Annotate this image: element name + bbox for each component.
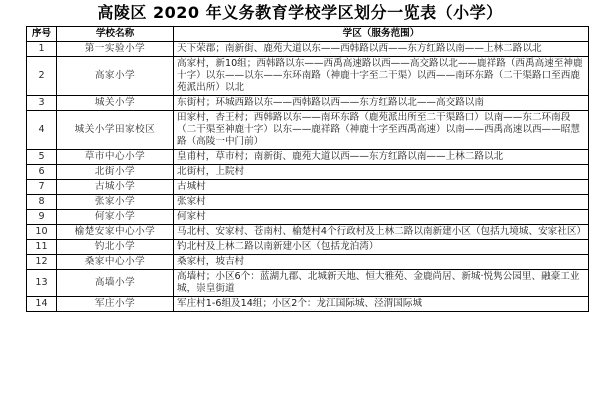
service-area: 古城村 — [174, 180, 589, 195]
school-name: 高墙小学 — [57, 270, 174, 297]
school-name: 草市中心小学 — [57, 150, 174, 165]
document-title: 高陵区 2020 年义务教育学校学区划分一览表（小学） — [97, 3, 503, 22]
service-area: 高墙村；小区6个：蓝湖九郡、北城新天地、恒大雅苑、金鹿尚居、新城·悦隽公园里、融豪工业城，崇皇街道 — [174, 270, 589, 297]
table-row — [27, 255, 589, 270]
table-row — [27, 96, 589, 111]
row-number: 8 — [27, 195, 57, 210]
school-name: 古城小学 — [57, 180, 174, 195]
table-header-row — [27, 27, 589, 42]
service-area: 钓北村及上林二路以南新建小区（包括龙泊湾） — [174, 240, 589, 255]
service-area: 张家村 — [174, 195, 589, 210]
school-name: 北街小学 — [57, 165, 174, 180]
header-service-area: 学区（服务范围） — [174, 27, 589, 42]
row-number: 1 — [27, 42, 57, 57]
school-name: 桑家中心小学 — [57, 255, 174, 270]
row-number: 4 — [27, 111, 57, 150]
service-area: 田家村，杏王村；西韩路以东——南环东路（鹿苑派出所至二干渠路口）以南——东二环南段（二干渠至神鹿十字）以东——鹿祥路（神鹿十字至西禹高速）以南——西禹高速以西——昭慧路（高陵一中门前） — [174, 111, 589, 150]
row-number: 12 — [27, 255, 57, 270]
table-row — [27, 150, 589, 165]
row-number: 6 — [27, 165, 57, 180]
row-number: 3 — [27, 96, 57, 111]
table-row — [27, 180, 589, 195]
table-row — [27, 210, 589, 225]
row-number: 2 — [27, 57, 57, 96]
table-row — [27, 270, 589, 297]
table-row — [27, 297, 589, 312]
service-area: 高家村，新10组；西韩路以东——西禹高速路以西——高交路以北——鹿祥路（西禹高速至神鹿十字）以东——以东——东环南路（神鹿十字至二干渠）以西——南环东路（二干渠路口至西鹿苑派出所）以北 — [174, 57, 589, 96]
row-number: 10 — [27, 225, 57, 240]
service-area: 皇甫村，草市村；南新街、鹿苑大道以西——东方红路以南——上林二路以北 — [174, 150, 589, 165]
service-area: 北街村，上院村 — [174, 165, 589, 180]
service-area: 马北村、安家村、苍南村、榆楚村4个行政村及上林二路以南新建小区（包括九境城、安家社区） — [174, 225, 589, 240]
table-row — [27, 240, 589, 255]
school-name: 张家小学 — [57, 195, 174, 210]
school-name: 高家小学 — [57, 57, 174, 96]
row-number: 9 — [27, 210, 57, 225]
school-name: 钓北小学 — [57, 240, 174, 255]
table-row — [27, 165, 589, 180]
row-number: 7 — [27, 180, 57, 195]
row-number: 5 — [27, 150, 57, 165]
school-name: 城关小学田家校区 — [57, 111, 174, 150]
row-number: 14 — [27, 297, 57, 312]
table-row — [27, 195, 589, 210]
school-name: 城关小学 — [57, 96, 174, 111]
row-number: 11 — [27, 240, 57, 255]
table-row — [27, 111, 589, 150]
row-number: 13 — [27, 270, 57, 297]
school-district-table — [26, 26, 589, 312]
service-area: 东街村；环城西路以东——西韩路以西——东方红路以北——高交路以南 — [174, 96, 589, 111]
table-row — [27, 42, 589, 57]
service-area: 何家村 — [174, 210, 589, 225]
service-area: 军庄村1-6组及14组；小区2个：龙江国际城、泾渭国际城 — [174, 297, 589, 312]
school-name: 榆楚安家中心小学 — [57, 225, 174, 240]
school-name: 第一实验小学 — [57, 42, 174, 57]
table-row — [27, 57, 589, 96]
school-name: 军庄小学 — [57, 297, 174, 312]
header-number: 序号 — [27, 27, 57, 42]
school-name: 何家小学 — [57, 210, 174, 225]
header-school-name: 学校名称 — [57, 27, 174, 42]
service-area: 桑家村，坡吉村 — [174, 255, 589, 270]
service-area: 天下荣郡；南新街、鹿苑大道以东——西韩路以西——东方红路以南——上林二路以北 — [174, 42, 589, 57]
table-row — [27, 225, 589, 240]
